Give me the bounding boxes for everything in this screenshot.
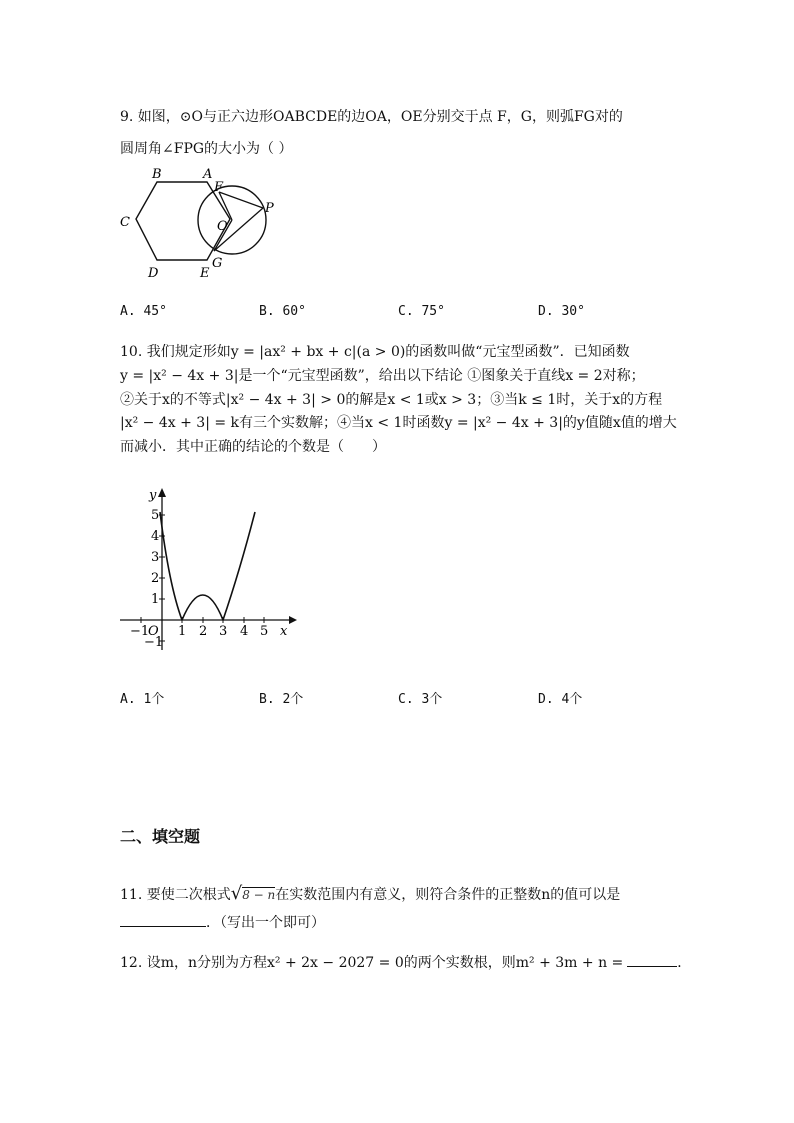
graph-curve	[160, 512, 255, 620]
label-D: D	[148, 266, 159, 281]
q9-text-line1: 9. 如图，⊙O与正六边形OABCDE的边OA，OE分别交于点 F，G，则弧FG对的	[120, 109, 623, 125]
radical-sign: √	[230, 883, 243, 904]
q9-option-c: C. 75°	[398, 304, 445, 319]
x-tick-4: 4	[240, 624, 249, 639]
label-A: A	[203, 167, 213, 182]
x-tick-neg1: −1	[130, 624, 150, 639]
label-E: E	[200, 266, 210, 281]
y-tick-2: 2	[151, 571, 160, 586]
x-tick-1: 1	[178, 624, 187, 639]
function-graph	[115, 485, 300, 655]
q12-answer-blank[interactable]	[627, 952, 677, 967]
q10-text-line1: 10. 我们规定形如y = |ax² + bx + c|(a > 0)的函数叫做“元宝型函数”．已知函数	[120, 344, 630, 360]
q10-option-d: D. 4个	[538, 692, 583, 707]
q11-radicand: 8 − n	[242, 888, 276, 902]
y-axis-label: y	[149, 488, 157, 503]
q10-text-line3: ②关于x的不等式|x² − 4x + 3| > 0的解是x < 1或x > 3；③当k ≤ 1时，关于x的方程	[120, 392, 663, 408]
q10-text-line4: |x² − 4x + 3| = k有三个实数解；④当x < 1时函数y = |x² − 4x + 3|的y值随x值的增大	[120, 415, 677, 431]
q10-option-a: A. 1个	[120, 692, 165, 707]
q9-option-d: D. 30°	[538, 304, 585, 319]
q9-option-b: B. 60°	[259, 304, 306, 319]
x-tick-3: 3	[219, 624, 228, 639]
label-B: B	[152, 167, 162, 182]
q12-body: 12. 设m，n分别为方程x² + 2x − 2027 = 0的两个实数根，则m² + 3m + n =	[120, 955, 624, 971]
y-tick-neg1: −1	[144, 635, 164, 650]
q11-post: 在实数范围内有意义，则符合条件的正整数n的值可以是	[275, 887, 621, 903]
label-O: O	[217, 219, 228, 234]
label-C: C	[120, 215, 130, 230]
label-F: F	[214, 180, 224, 195]
hexagon-circle-figure	[110, 160, 290, 285]
q10-option-c: C. 3个	[398, 692, 443, 707]
label-P: P	[265, 201, 274, 216]
y-tick-3: 3	[151, 550, 160, 565]
q10-text-line5: 而减小．其中正确的结论的个数是（ ）	[120, 439, 386, 455]
q11-pre: 11. 要使二次根式	[120, 887, 231, 903]
x-axis-label: x	[280, 624, 288, 639]
origin-label: O	[148, 624, 159, 639]
y-tick-4: 4	[151, 529, 160, 544]
y-tick-5: 5	[151, 508, 160, 523]
y-tick-1: 1	[151, 592, 160, 607]
x-tick-5: 5	[260, 624, 269, 639]
q11-text-line1	[120, 884, 620, 905]
x-tick-2: 2	[199, 624, 208, 639]
q11-text-line2	[120, 912, 325, 933]
q11-answer-blank[interactable]	[120, 912, 206, 927]
q9-text-line2: 圆周角∠FPG的大小为（ ）	[120, 141, 293, 157]
q9-option-a: A. 45°	[120, 304, 167, 319]
section-title: 二、填空题	[120, 827, 201, 846]
q10-text-line2: y = |x² − 4x + 3|是一个“元宝型函数”，给出以下结论 ①图象关于直线x = 2对称；	[120, 368, 645, 384]
q11-line2-text: ．（写出一个即可）	[206, 915, 325, 931]
label-G: G	[212, 256, 223, 271]
q10-option-b: B. 2个	[259, 692, 304, 707]
q12-end: ．	[677, 955, 692, 971]
q12-text	[120, 952, 691, 973]
